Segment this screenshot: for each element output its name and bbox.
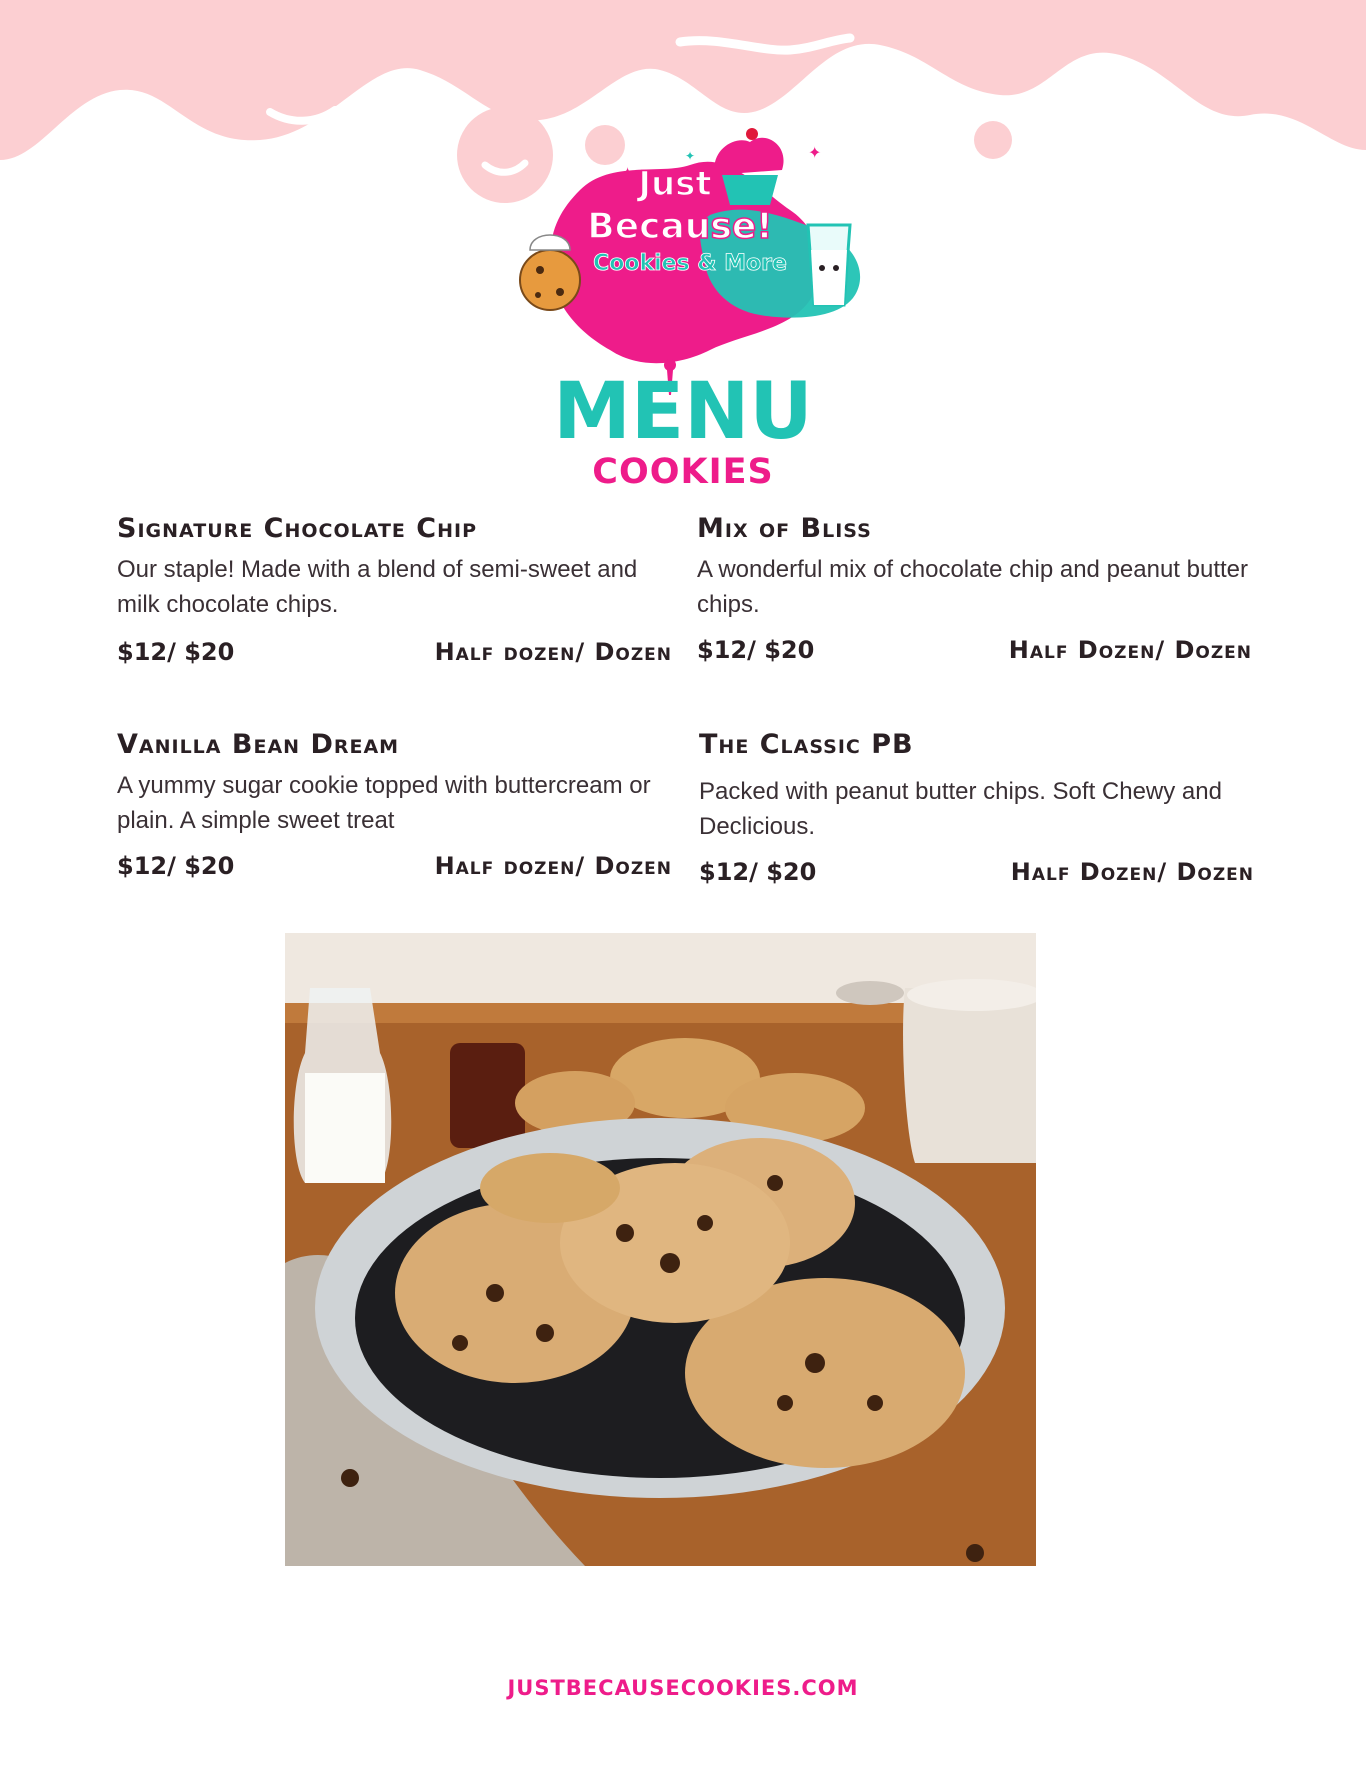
price-row bbox=[699, 858, 1254, 886]
item-description: Packed with peanut butter chips. Soft Chewy and Declicious. bbox=[699, 778, 1222, 840]
item-description: Our staple! Made with a blend of semi-sweet and milk chocolate chips. bbox=[117, 556, 638, 618]
price-row bbox=[117, 638, 672, 666]
item-description: A yummy sugar cookie topped with buttercream or plain. A simple sweet treat bbox=[117, 772, 651, 834]
item-name: Vanilla Bean Dream bbox=[117, 729, 400, 760]
price-row bbox=[117, 852, 672, 880]
menu-item bbox=[699, 728, 1254, 886]
item-price: $12/ $20 bbox=[699, 858, 817, 886]
item-quantity: Half Dozen/ Dozen bbox=[1008, 636, 1252, 664]
svg-text:✦: ✦ bbox=[620, 164, 636, 185]
svg-text:✦: ✦ bbox=[685, 149, 696, 163]
logo-text-line2: Because! bbox=[587, 206, 773, 247]
item-quantity: Half dozen/ Dozen bbox=[434, 852, 672, 880]
price-row bbox=[697, 636, 1252, 664]
item-price: $12/ $20 bbox=[117, 638, 235, 666]
menu-heading: MENU bbox=[553, 367, 813, 457]
item-name: The Classic PB bbox=[699, 729, 914, 760]
menu-item bbox=[117, 728, 672, 880]
item-price: $12/ $20 bbox=[117, 852, 235, 880]
menu-item bbox=[697, 512, 1252, 664]
item-description: A wonderful mix of chocolate chip and peanut butter chips. bbox=[697, 556, 1249, 618]
item-price: $12/ $20 bbox=[697, 636, 815, 664]
item-quantity: Half Dozen/ Dozen bbox=[1010, 858, 1254, 886]
item-name: Mix of Bliss bbox=[697, 513, 872, 544]
brand-logo bbox=[490, 120, 900, 460]
website-footer[interactable]: JUSTBECAUSECOOKIES.COM bbox=[507, 1676, 859, 1700]
item-name: Signature Chocolate Chip bbox=[117, 513, 477, 544]
menu-item bbox=[117, 512, 672, 666]
svg-text:✦: ✦ bbox=[808, 143, 822, 162]
section-title: COOKIES bbox=[592, 452, 774, 492]
logo-text-line1: Just bbox=[638, 164, 712, 204]
item-quantity: Half dozen/ Dozen bbox=[434, 638, 672, 666]
cookies-photo bbox=[285, 933, 1036, 1566]
logo-text-line3: Cookies & More bbox=[593, 251, 787, 276]
